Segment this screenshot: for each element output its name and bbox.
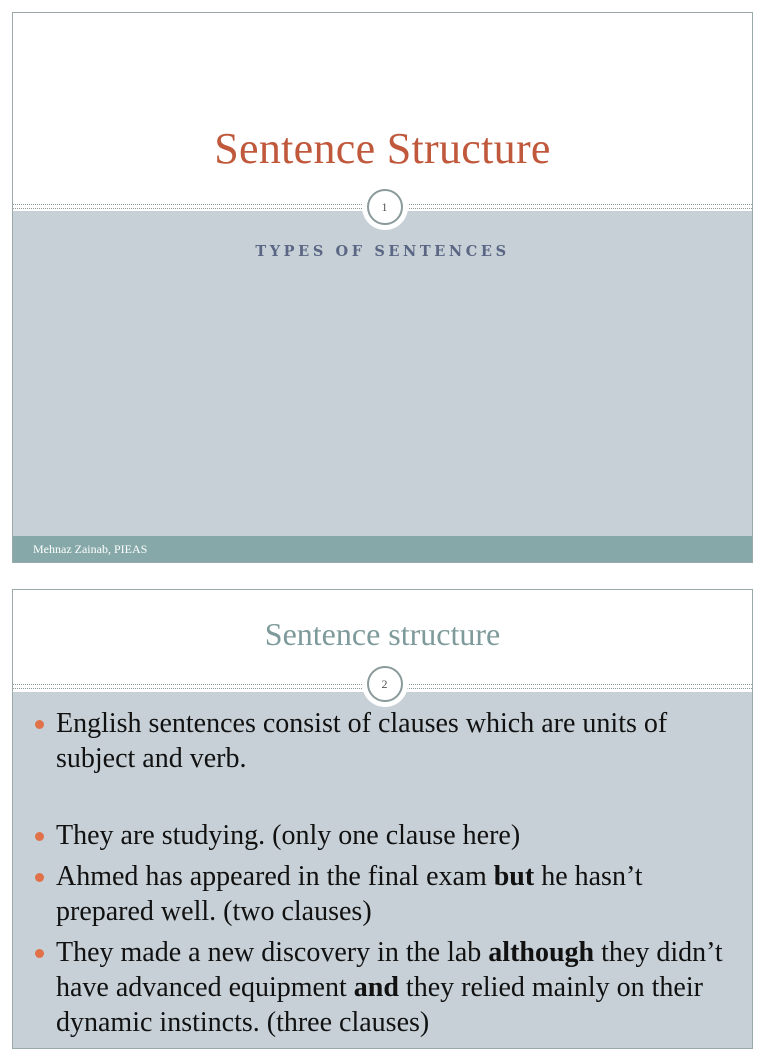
conjunction-text: but xyxy=(493,861,535,892)
slide-1 xyxy=(12,12,753,563)
bullet-item: They made a new discovery in the lab although they didn’t have advanced equipment and they relied mainly on their dynamic instincts. (three clauses) xyxy=(35,935,736,1040)
slide-footer: Mehnaz Zainab, PIEAS xyxy=(13,536,752,562)
bullet-dot-icon xyxy=(35,832,44,841)
bullet-dot-icon xyxy=(35,720,44,729)
title-area xyxy=(13,13,752,209)
slide-title: Sentence Structure xyxy=(214,124,551,173)
conjunction-text: and xyxy=(353,972,399,1003)
bullet-dot-icon xyxy=(35,949,44,958)
slide-number-badge: 1 xyxy=(367,189,403,225)
slide-number-badge: 2 xyxy=(367,666,403,702)
bullet-item: They are studying. (only one clause here) xyxy=(35,818,736,853)
slide-title: Sentence structure xyxy=(264,616,501,652)
slide-subtitle: TYPES OF SENTENCES xyxy=(255,243,510,260)
slide-2 xyxy=(12,589,753,1049)
bullet-item: Ahmed has appeared in the final exam but he hasn’t prepared well. (two clauses) xyxy=(35,859,736,929)
conjunction-text: although xyxy=(488,937,595,968)
bullet-dot-icon xyxy=(35,873,44,882)
bullet-item: English sentences consist of clauses which are units of subject and verb. xyxy=(35,706,736,776)
bullet-list xyxy=(35,706,736,1046)
